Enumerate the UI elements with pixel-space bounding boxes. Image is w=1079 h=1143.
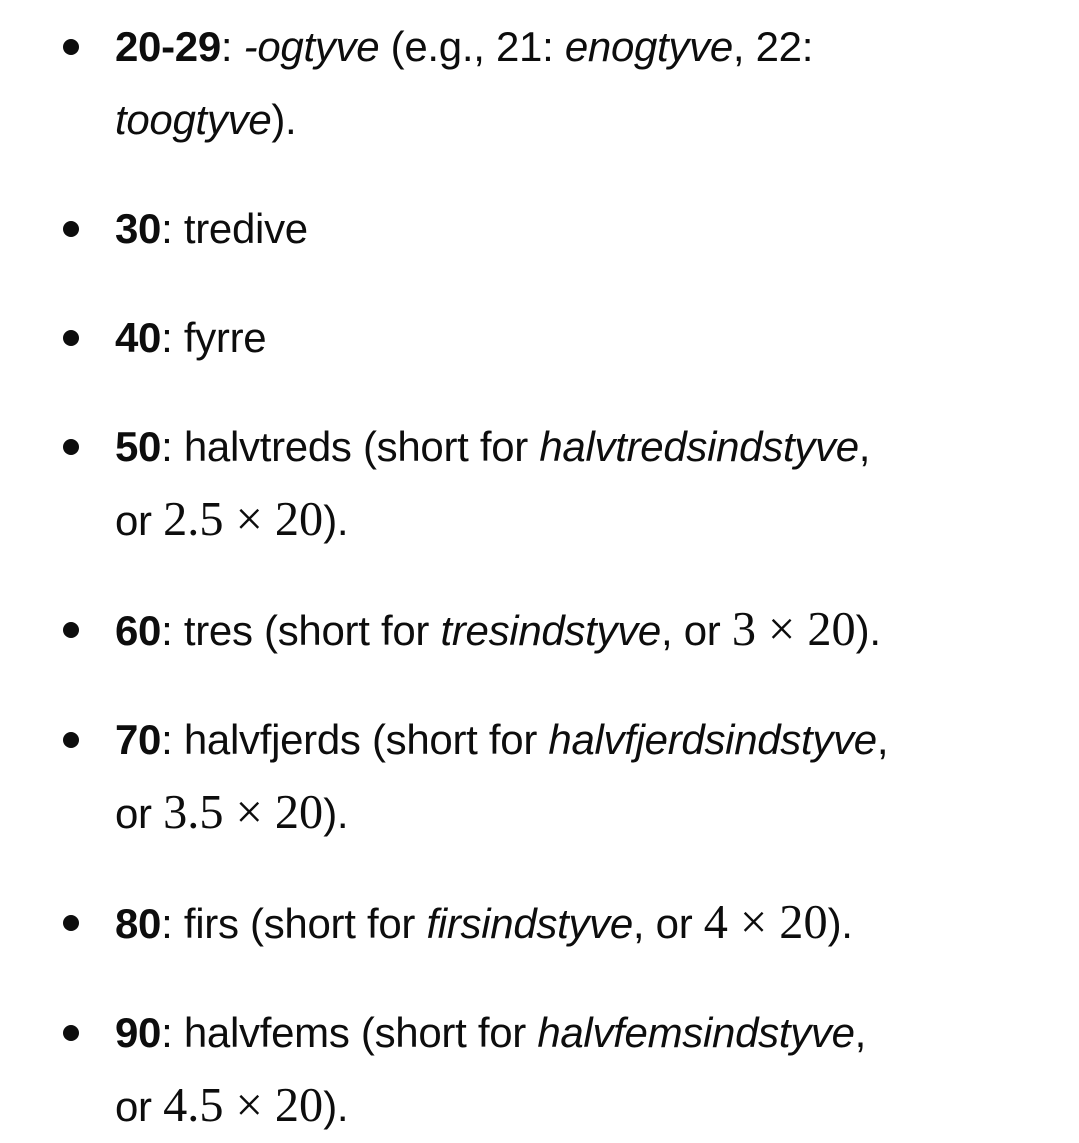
text-segment: 3 × 20 bbox=[731, 603, 856, 656]
bullet-icon bbox=[63, 622, 79, 638]
text-segment: 4 × 20 bbox=[703, 896, 828, 949]
list-item-40 bbox=[115, 301, 1049, 374]
text-segment: : bbox=[220, 23, 244, 70]
text-segment: ). bbox=[323, 497, 349, 544]
text-segment: 4.5 × 20 bbox=[163, 1079, 324, 1132]
list-item-90 bbox=[115, 996, 1049, 1143]
text-segment: , bbox=[876, 716, 889, 763]
text-segment: ). bbox=[855, 607, 881, 654]
bullet-icon bbox=[63, 39, 79, 55]
term-label: 70 bbox=[115, 716, 162, 763]
text-segment: halvtredsindstyve bbox=[539, 423, 859, 470]
text-segment: 3.5 × 20 bbox=[163, 786, 324, 839]
term-label: 40 bbox=[115, 314, 162, 361]
term-label: 30 bbox=[115, 205, 162, 252]
text-segment: , bbox=[858, 423, 871, 470]
text-segment: , 22: bbox=[732, 23, 814, 70]
text-segment: : tredive bbox=[161, 205, 308, 252]
term-label: 90 bbox=[115, 1009, 162, 1056]
text-segment: ). bbox=[323, 790, 349, 837]
text-segment: firsindstyve bbox=[426, 900, 633, 947]
text-segment: : halvfems (short for bbox=[161, 1009, 538, 1056]
text-segment: ). bbox=[827, 900, 853, 947]
text-segment: : halvtreds (short for bbox=[161, 423, 540, 470]
list-item-70 bbox=[115, 703, 1049, 850]
bullet-icon bbox=[63, 1025, 79, 1041]
text-segment: , bbox=[854, 1009, 867, 1056]
text-segment: toogtyve bbox=[115, 96, 272, 143]
list-item-20-29 bbox=[115, 10, 1049, 156]
term-label: 20-29 bbox=[115, 23, 221, 70]
text-segment: : firs (short for bbox=[161, 900, 427, 947]
bullet-icon bbox=[63, 915, 79, 931]
text-segment: : halvfjerds (short for bbox=[161, 716, 549, 763]
list-item-80 bbox=[115, 886, 1049, 960]
text-segment: halvfjerdsindstyve bbox=[548, 716, 877, 763]
term-label: 80 bbox=[115, 900, 162, 947]
text-segment: or bbox=[115, 497, 164, 544]
term-label: 60 bbox=[115, 607, 162, 654]
text-segment: 2.5 × 20 bbox=[163, 493, 324, 546]
list-item-50 bbox=[115, 410, 1049, 557]
text-segment: : tres (short for bbox=[161, 607, 441, 654]
list-item-30 bbox=[115, 192, 1049, 265]
text-segment: ). bbox=[271, 96, 297, 143]
text-segment: , or bbox=[632, 900, 704, 947]
text-segment: (e.g., 21: bbox=[379, 23, 565, 70]
text-segment: , or bbox=[660, 607, 732, 654]
number-list bbox=[0, 10, 1049, 1143]
text-segment: halvfemsindstyve bbox=[537, 1009, 855, 1056]
text-segment: enogtyve bbox=[564, 23, 733, 70]
list-item-60 bbox=[115, 593, 1049, 667]
text-segment: ). bbox=[323, 1083, 349, 1130]
text-segment: -ogtyve bbox=[243, 23, 380, 70]
text-segment: tresindstyve bbox=[440, 607, 661, 654]
bullet-icon bbox=[63, 732, 79, 748]
bullet-icon bbox=[63, 221, 79, 237]
bullet-icon bbox=[63, 439, 79, 455]
text-segment: or bbox=[115, 790, 164, 837]
bullet-icon bbox=[63, 330, 79, 346]
text-segment: or bbox=[115, 1083, 164, 1130]
text-segment: : fyrre bbox=[161, 314, 267, 361]
term-label: 50 bbox=[115, 423, 162, 470]
